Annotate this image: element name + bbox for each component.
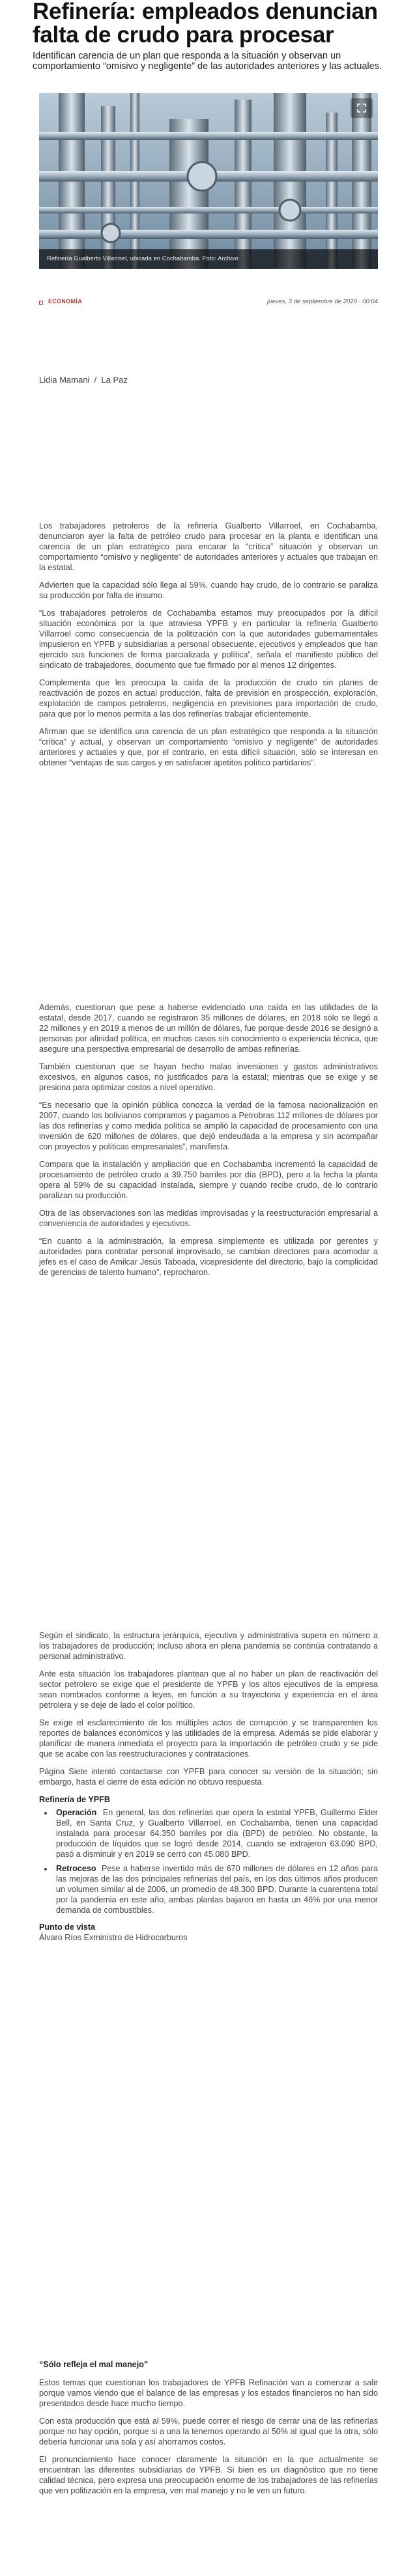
article-body-section-2: [39, 1002, 378, 1285]
box-title: Refinería de YPFB: [39, 1795, 110, 1804]
publish-date: jueves, 3 de septiembre de 2020 · 00:04: [266, 298, 378, 305]
article-body-section-3: [39, 1630, 378, 1943]
list-item-text: Pese a haberse invertido más de 670 millones de dólares en 12 años para las mejoras de las dos principales refinerías del país, en los dos últimos años producen un volumen similar al de 2006, un promedio de 48.300 BPD. Durante la cuarentena total por la pandemia en este año, ambas plantas bajaron en hasta un 46% por una menor demanda de combustibles.: [56, 1864, 378, 1915]
refinery-image: [39, 93, 378, 269]
paragraph: Con esta producción que está al 59%, puede correr el riesgo de cerrar una de las refinerías porque no hay opción, porque si a una la tenemos operando al 50% al igual que la otra, sólo debería funcionar una sola y así ahorramos costos.: [39, 2417, 378, 2446]
list-item-label: Retroceso: [56, 1864, 96, 1873]
category-link[interactable]: ECONOMÍA: [48, 298, 82, 305]
author: Lidia Mamani: [39, 375, 90, 385]
expand-icon: [357, 103, 366, 113]
paragraph: Complementa que les preocupa la caída de la producción de crudo sin planes de reactivación de pozos en actual producción, falta de previsión en prospección, exploración, explotación de campos petroleros, negligencia en previsiones para importación de crudo, para que por lo menos permita a las dos refinerías trabajar eficientemente.: [39, 678, 378, 719]
paragraph: “Es necesario que la opinión pública conozca la verdad de la famosa nacionalización en 2007, cuando los bolivianos compramos y pagamos a Petrobras 112 millones de dólares por las dos refinerías y como medida política se amplió la capacidad de procesamiento con una inversión de 620 millones de dólares, que dejó endeudada a la empresa y sin acompañar con proyectos y políticas empresariales”, manifiesta.: [39, 1101, 378, 1151]
paragraph: Afirman que se identifica una carencia de un plan estratégico que responda a la situación “crítica” y actual, y observan un comportamiento “omisivo y negligente” de autoridades anteriores y actuales y que, por el contrario, en esta difícil situación, sólo se interesan en obtener “ventajas de sus cargos y en satisfacer apetitos político partidarios”.: [39, 727, 378, 767]
expand-button[interactable]: [351, 98, 373, 118]
byline: [39, 375, 128, 385]
subheadline: Identifican carencia de un plan que responda a la situación y observan un comportamiento “omisivo y negligente” de las autoridades anteriores y las actuales.: [33, 51, 382, 72]
paragraph: Estos temas que cuestionan los trabajadores de YPFB Refinación van a comenzar a salir porque vamos viendo que el balance de las empresas y los estados financieros no han sido presentados desde hace mucho tiempo.: [39, 2378, 378, 2408]
paragraph: Ante esta situación los trabajadores plantean que al no haber un plan de reactivación del sector petrolero se exige que el presidente de YPFB y los altos ejecutivos de la empresa sean nombrados conforme a leyes, en función a su trayectoria y experiencia en el área petrolera y se deje de lado el color político.: [39, 1669, 378, 1710]
paragraph: “En cuanto a la administración, la empresa simplemente es utilizada por gerentes y autoridades para contratar personal improvisado, se cambian directores para acomodar a jefes es el caso de Amilcar Jesús Taboada, vicepresidente del directorio, bajo la complicidad de gerencias de talento humano”, reprocharon.: [39, 1237, 378, 1277]
paragraph: Además, cuestionan que pese a haberse evidenciado una caída en las utilidades de la estatal, desde 2017, cuando se registraron 35 millones de dólares, en 2018 sólo se llegó a 22 millones y en 2019 a menos de un millón de dólares, fue porque desde 2016 se designó a personas por afinidad política, en muchos casos sin conocimiento o experiencia técnica, que asegure una perspectiva empresarial de desarrollo de ambas refinerías.: [39, 1003, 378, 1054]
byline-separator: /: [94, 375, 97, 385]
quote-title: “Sólo refleja el mal manejo”: [39, 2360, 149, 2369]
photo-caption: Refinería Gualberto Villarroel, ubicada en Cochabamba. Foto: Archivo: [39, 249, 378, 269]
list-item-label: Operación: [56, 1808, 97, 1817]
list-item: [53, 1807, 378, 1859]
square-outline-icon: [39, 301, 43, 305]
article-meta: [39, 297, 378, 310]
paragraph: Se exige el esclarecimiento de los múltiples actos de corrupción y se transparenten los reportes de balances económicos y las utilidades de la empresa. Además se pide elaborar y planificar de manera inmediata el proyecto para la importación de petróleo crudo y se pide que se acabe con las reestructuraciones y contrataciones.: [39, 1718, 378, 1759]
list-item: [53, 1863, 378, 1915]
paragraph: También cuestionan que se hayan hecho malas inversiones y gastos administrativos excesivos, en algunos casos, no justificados para la estatal; mientras que se exige y se presiona para optimizar costos a nivel operativo.: [39, 1062, 378, 1092]
list-item-text: En general, las dos refinerías que opera la estatal YPFB, Guillermo Elder Bell, en Santa Cruz, y Gualberto Villarroel, en Cochabamba, tienen una capacidad instalada para procesar 64.350 barriles por día (BPD) de petróleo. No obstante, la producción de líquidos que se logró desde 2014, cuando se extrajeron 63.090 BPD, pasó a disminuir y en 2019 se cerró con 45.080 BPD.: [56, 1808, 378, 1859]
point-of-view-author: Álvaro Ríos Exministro de Hidrocarburos: [39, 1933, 188, 1942]
paragraph: Advierten que la capacidad sólo llega al 59%, cuando hay crudo, de lo contrario se paraliza su producción por falta de insumo.: [39, 581, 378, 600]
paragraph: El pronunciamiento hace conocer claramente la situación en la que actualmente se encuentran las diferentes subsidiarias de YPFB. Si bien es un diagnóstico que no tiene calidad técnica, pero expresa una preocupación enorme de los trabajadores de las refinerías que ven politización en la empresa, ven mal manejo y no le ven un futuro.: [39, 2455, 378, 2495]
paragraph: “Los trabajadores petroleros de Cochabamba estamos muy preocupados por la difícil situación económica por la que atraviesa YPFB y en particular la refinería Gualberto Villarroel como consecuencia de la politización con la que autoridades gubernamentales impusieron en YPFB y subsidiarias a personal obsecuente, ejecutivos y empleados que han ejercido sus funciones de forma parcializada y política”, señala el manifiesto público del sindicato de trabajadores, documento que fue firmado por al menos 12 dirigentes.: [39, 609, 378, 670]
paragraph: Según el sindicato, la estructura jerárquica, ejecutiva y administrativa supera en número a los trabajadores de producción; incluso ahora en plena pandemia se continúa contratando a personal administrativo.: [39, 1631, 378, 1661]
paragraph: Otra de las observaciones son las medidas improvisadas y la reestructuración empresarial a conveniencia de autoridades y ejecutivos.: [39, 1209, 378, 1228]
paragraph: Los trabajadores petroleros de la refinería Gualberto Villarroel, en Cochabamba, denunciaron ayer la falta de petróleo crudo para procesar en la planta e identifican una carencia de un plan estratégico para encarar la “crítica” situación y observan un comportamiento “omisivo y negligente” de autoridades anteriores y actuales que trabajan en la estatal.: [39, 521, 378, 572]
article-body-section-1: [39, 521, 378, 775]
paragraph: Compara que la instalación y ampliación que en Cochabamba incrementó la capacidad de procesamiento de petróleo crudo a 39.750 barriles por día (BPD), pero a la fecha la planta opera al 59% de su capacidad instalada, siempre y cuando recibe crudo, de lo contrario paralizan su producción.: [39, 1160, 378, 1200]
article-body-section-4: [39, 2359, 378, 2503]
hero-photo[interactable]: [39, 93, 378, 269]
headline: Refinería: empleados denuncian falta de crudo para procesar: [33, 0, 378, 48]
facts-list: [53, 1807, 378, 1915]
point-of-view-title: Punto de vista: [39, 1923, 96, 1932]
location: La Paz: [101, 375, 128, 385]
paragraph: Página Siete intentó contactarse con YPFB para conocer su versión de la situación; sin embargo, hasta el cierre de esta edición no obtuvo respuesta.: [39, 1767, 378, 1787]
